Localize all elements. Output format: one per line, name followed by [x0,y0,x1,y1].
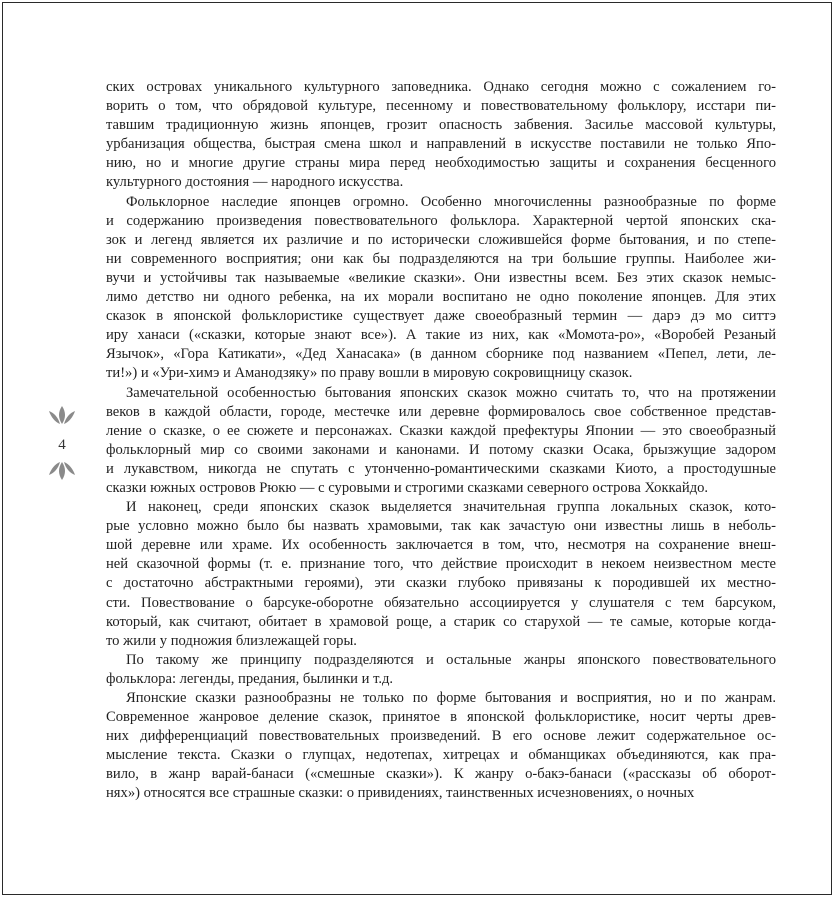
paragraph-5-line-2: фольклора: легенды, предания, былинки и т.д. [106,670,394,687]
paragraph-6-line-2: Современное жанровое деление сказок, принятое в японской фольклористике, носит черты древ- [106,709,776,726]
paragraph-2-line-8: иру ханаси («сказки, которые знают все»). А такие из них, как «Момота-ро», «Воробей Резаный [106,327,776,344]
paragraph-3-line-3: ление о сказке, о ее сюжете и персонажах. Сказки каждой префектуры Японии — это своеобразный [106,422,776,439]
lotus-top-icon [47,404,77,426]
paragraph-2-line-9: Язычок», «Гора Катикати», «Дед Ханасака» (в данном сборнике под названием «Пепел, лети, ле- [106,346,776,363]
paragraph-2-line-7: сказок в японской фольклористике существует даже своеобразный термин — дарэ дэ мо ситтэ [106,308,776,325]
paragraph-4-line-2: рые условно можно было бы назвать храмовыми, так как зачастую они известны лишь в неболь- [106,518,776,535]
paragraph-3-line-1: Замечательной особенностью бытования японских сказок можно считать то, что на протяжении [126,384,776,401]
paragraph-1-line-1: ских островах уникального культурного заповедника. Однако сегодня можно с сожалением го- [106,79,776,95]
paragraph-6-line-3: них дифференциаций повествовательных произведений. В его основе лежит содержательное ос- [106,728,776,745]
paragraph-1-line-3: тавшим традиционную жизнь японцев, грозит опасность забвения. Засилье массовой культуры, [106,117,776,134]
paragraph-6-line-1: Японские сказки разнообразны не только по форме бытования и восприятия, но и по жанрам. [126,690,776,706]
paragraph-6-line-6: нях») относятся все страшные сказки: о привидениях, таинственных исчезновениях, о ночных [106,785,695,802]
paragraph-2-line-4: ни современного восприятия; они как бы подразделяются на три большие группы. Наиболее жи- [106,250,776,267]
paragraph-3-line-5: и лукавством, никогда не спутать с утонченно-романтическими сказками Киото, а простодушные [106,460,776,477]
paragraph-1-line-6: культурного достояния — народного искусства. [106,174,404,191]
paragraph-2-line-3: зок и легенд является их различие и по исторически сложившейся форме бытования, и по степе- [106,231,776,248]
paragraph-2-line-2: и содержанию произведения повествовательного фольклора. Характерной чертой японских ска- [106,212,776,229]
paragraph-2-line-5: вучи и устойчивы так называемые «великие сказки». Они известны всем. Без этих сказок немыс- [106,269,776,286]
paragraph-3-line-6: сказки южных островов Рюкю — с суровыми и строгими сказками северного острова Хоккайдо. [106,479,709,496]
paragraph-4-line-6: сти. Повествование о барсуке-оборотне обязательно ассоциируется у слушателя с тем барсуком, [106,594,776,611]
paragraph-1-line-4: урбанизация общества, быстрая смена школ и направлений в искусстве поставили не только Япо- [106,136,776,153]
paragraph-4-line-3: шой деревне или храме. Их особенность заключается в том, что, несмотря на сохранение внеш- [106,537,776,554]
paragraph-2-line-1: Фольклорное наследие японцев огромно. Особенно многочисленны разнообразные по форме [126,193,776,210]
paragraph-4-line-8: то жили у подножия близлежащей горы. [106,632,357,649]
page-number: 4 [58,437,66,453]
paragraph-2-line-10: ти!») и «Ури-химэ и Аманодзяку» по праву вошли в мировую сокровищницу сказок. [106,365,633,382]
paragraph-2-line-6: лимо детство ни одного ребенка, на их морали воспитано не одно поколение японцев. Для этих [106,289,776,306]
body-text [106,78,776,804]
paragraph-4-line-4: ней сказочной формы (т. е. признание того, что действие происходит в некоем неизвестном месте [106,556,776,573]
paragraph-4-line-5: с достаточно абстрактными героями), эти сказки глубоко привязаны к породившей их местно- [106,575,776,592]
paragraph-6-line-4: мысление текста. Сказки о глупцах, недотепах, хитрецах и обманщиках объединяются, как пра- [106,747,776,764]
lotus-bottom-icon [47,460,77,482]
paragraph-4-line-7: который, как считают, обитает в храмовой роще, а старик со старухой — те самые, которые когда- [106,613,776,630]
paragraph-3-line-2: веков в каждой области, городе, местечке или деревне формировалось свое собственное представ- [106,403,776,420]
paragraph-5-line-1: По такому же принципу подразделяются и остальные жанры японского повествовательного [126,651,776,668]
paragraph-1-line-5: нию, но и многие другие страны мира перед необходимостью защиты и сохранения бесценного [106,155,776,172]
paragraph-1-line-2: ворить о том, что обрядовой культуре, песенному и повествовательному фольклору, исстари пи- [106,98,776,115]
paragraph-6-line-5: вило, в жанр варай-банаси («смешные сказки»). К жанру о-бакэ-банаси («рассказы об оборот- [106,766,776,783]
paragraph-3-line-4: фольклорный мир со своими законами и канонами. И потому сказки Осака, брызжущие задором [106,441,776,458]
paragraph-4-line-1: И наконец, среди японских сказок выделяется значительная группа локальных сказок, кото- [126,499,776,516]
margin-ornament [44,404,80,494]
